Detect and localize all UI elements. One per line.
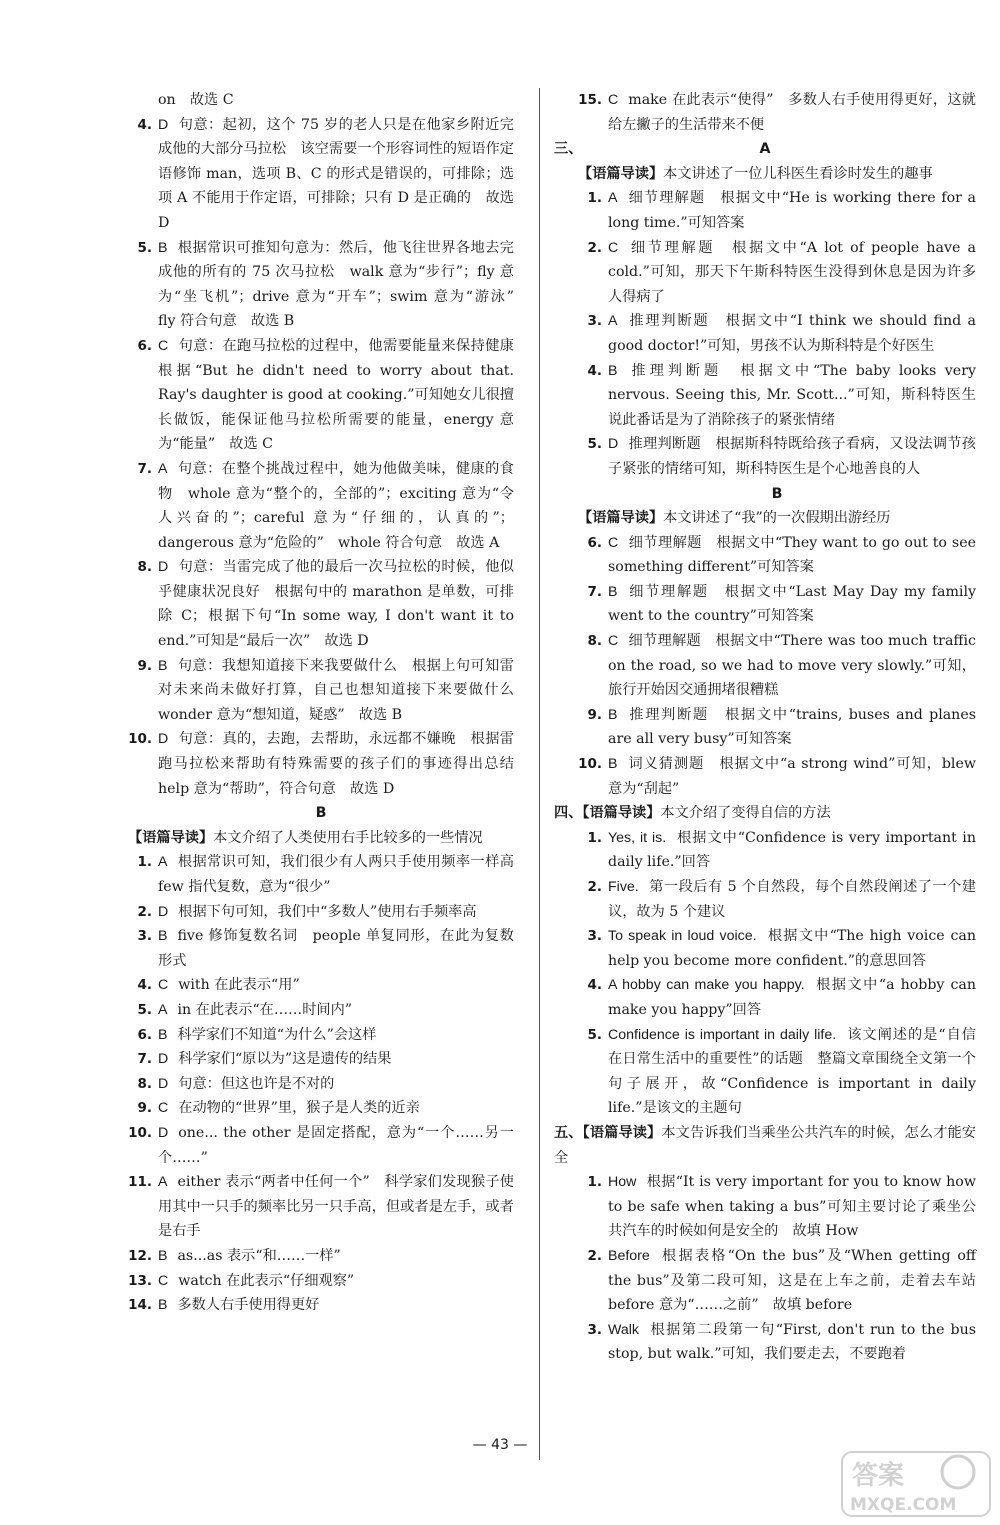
question-number: 10.	[578, 756, 602, 773]
question-number: 12.	[128, 1247, 152, 1264]
section-label-a: A	[759, 141, 771, 158]
question-number: 10.	[128, 731, 152, 748]
explanation-text: 句意：我想知道接下来我要做什么 根据上句可知雷对未来尚未做好打算，自己也想知道接下来要做什么 wonder 意为“想知道，疑惑” 故选 B	[158, 657, 529, 723]
answer-key: C	[158, 1100, 169, 1117]
answer-item	[578, 875, 976, 924]
explanation-text: in 在此表示“在……时间内”	[177, 1001, 353, 1018]
section-label-b: B	[771, 485, 783, 502]
answer-item	[128, 973, 514, 998]
column-divider	[539, 88, 540, 1460]
question-number: 11.	[128, 1174, 152, 1191]
answer-key: D	[158, 1124, 169, 1141]
right-column	[554, 88, 991, 1367]
question-number: 9.	[137, 1100, 152, 1117]
explanation-text: 根据文中“a hobby can make you happy”回答	[608, 977, 976, 1018]
question-number: 4.	[587, 362, 602, 379]
answer-key: C	[158, 337, 169, 354]
explanation-text: 词义猜测题 根据文中“a strong wind”可知，blew 意为“刮起”	[608, 756, 976, 797]
question-number: 13.	[128, 1272, 152, 1289]
explanation-text: 根据常识可推知句意为：然后，他飞往世界各地去完成他的所有的 75 次马拉松 walk 意为“步行”；fly 意为“坐飞机”；drive 意为“开车”；swim 意为“游泳” fly 符合句意 故选 B	[158, 239, 529, 330]
answer-item	[128, 457, 514, 555]
question-number: 5.	[137, 239, 152, 256]
question-number: 6.	[587, 534, 602, 551]
answer-item	[578, 432, 976, 481]
answer-key: D	[158, 731, 169, 748]
question-number: 2.	[587, 1247, 602, 1264]
answer-item	[128, 850, 529, 899]
answer-item	[578, 1318, 976, 1367]
answer-key: A	[158, 1001, 168, 1018]
question-number: 14.	[128, 1297, 152, 1314]
reading-guide-3a: 【语篇导读】本文讲述了一位儿科医生看诊时发生的趣事	[578, 165, 933, 182]
section-label-b: B	[315, 805, 327, 822]
answer-item	[578, 580, 976, 629]
answer-list-3b	[578, 531, 976, 802]
answer-list-part-b	[128, 850, 529, 1317]
answer-list-part1	[128, 113, 529, 802]
answer-item	[128, 1072, 514, 1097]
explanation-text: either 表示“两者中任何一个” 科学家们发现猴子使用其中一只手的频率比另一只手高，但或者是左手，或者是右手	[158, 1174, 514, 1240]
answer-key: B	[608, 362, 618, 379]
answer-key: A	[158, 854, 168, 871]
explanation-text: 根据文中“The high voice can help you become more confident.”的意思回答	[608, 928, 976, 969]
answer-item	[128, 1293, 514, 1318]
answer-item	[128, 1096, 514, 1121]
answer-item	[128, 236, 529, 334]
answer-item	[578, 309, 976, 358]
explanation-text: 根据常识可知，我们很少有人两只手使用频率一样高 few 指代复数，意为“很少”	[158, 854, 529, 895]
answer-key: A	[158, 460, 168, 477]
question-number: 6.	[137, 337, 152, 354]
question-number: 2.	[137, 903, 152, 920]
answer-item: 15. C make 在此表示“使得” 多数人右手使用得更好，这就给左撇子的生活带来不便	[578, 92, 976, 133]
reading-guide-3b: 【语篇导读】本文讲述了“我”的一次假期出游经历	[578, 510, 891, 527]
section-number: 三、	[554, 141, 583, 158]
svg-text:答案: 答案	[852, 1461, 905, 1491]
section-five-header: 五、【语篇导读】本文告诉我们当乘坐公共汽车的时候，怎么才能安全	[554, 1124, 976, 1166]
question-number: 1.	[137, 854, 152, 871]
explanation-text: 推理判断题 根据文中“I think we should find a good doctor!”可知，男孩不认为斯科特是个好医生	[608, 313, 976, 354]
question-number: 3.	[587, 313, 602, 330]
answer-item	[578, 826, 976, 875]
answer-key: D	[158, 903, 169, 920]
question-number: 4.	[587, 977, 602, 994]
explanation-text: 句意：在整个挑战过程中，她为他做美味，健康的食物 whole 意为“整个的，全部的”；exciting 意为“令人兴奋的”；careful 意为“仔细的，认真的”；dangerous 意为“危险的” whole 符合句意 故选 A	[158, 460, 514, 551]
answer-list-4	[578, 826, 976, 1121]
answer-key: A	[608, 313, 618, 330]
answer-item	[578, 1023, 976, 1121]
section-three-header	[554, 137, 976, 162]
answer-key: A hobby can make you happy.	[608, 977, 805, 994]
svg-text:MXQE.COM: MXQE.COM	[850, 1495, 957, 1515]
answer-key: D	[158, 1051, 169, 1068]
question-number: 1.	[587, 829, 602, 846]
answer-key: C	[608, 633, 619, 650]
answer-key: Five.	[608, 879, 639, 895]
explanation-text: 句意：起初，这个 75 岁的老人只是在他家乡附近完成他的大部分马拉松 该空需要一个形容词性的短语作定语修饰 man，选项 B、C 的形式是错误的，可排除；选项 A 不能用于作定语，可排除；只有 D 是正确的 故选 D	[158, 116, 514, 231]
explanation-text: 句意：真的，去跑，去帮助，永远都不嫌晚 根据雷跑马拉松来帮助有特殊需要的孩子们的事迹得出总结 help 意为“帮助”，符合句意 故选 D	[158, 731, 529, 797]
explanation-text: 多数人右手使用得更好	[177, 1297, 320, 1314]
answer-key: Confidence is important in daily life.	[608, 1026, 837, 1043]
question-number: 7.	[587, 583, 602, 600]
question-number: 3.	[137, 928, 152, 945]
question-number: 10.	[128, 1124, 152, 1141]
explanation-text: 该文阐述的是“自信在日常生活中的重要性”的话题 整篇文章围绕全文第一个句子展开，故“Confidence is important in daily life.”是该文的主题句	[608, 1026, 976, 1117]
answer-item	[128, 1269, 514, 1294]
answer-key: To speak in loud voice.	[608, 928, 757, 945]
question-number: 5.	[587, 1026, 602, 1043]
explanation-text: 细节理解题 根据文中“He is working there for a long time.”可知答案	[608, 190, 976, 231]
question-number: 4.	[137, 977, 152, 994]
explanation-text: 推理判断题 根据斯科特既给孩子看病，又设法调节孩子紧张的情绪可知，斯科特医生是个心地善良的人	[608, 436, 976, 477]
answer-item	[128, 1244, 514, 1269]
answer-key: B	[608, 706, 618, 723]
explanation-text: 根据表格“On the bus”及“When getting off the bus”及第二段可知，这是在上车之前，走着去车站 before 意为“……之前” 故填 before	[608, 1247, 991, 1314]
answer-item	[578, 1170, 976, 1244]
answer-key: Yes, it is.	[608, 829, 667, 846]
continued-answer-line: on 故选 C	[158, 92, 234, 108]
question-number: 7.	[137, 1051, 152, 1068]
answer-item	[128, 1170, 514, 1244]
answer-key: D	[608, 436, 619, 453]
explanation-text: with 在此表示“用”	[178, 977, 300, 994]
explanation-text: as...as 表示“和……一样”	[177, 1247, 341, 1264]
answer-item	[128, 900, 514, 925]
reading-guide-b	[128, 826, 514, 851]
answer-key: B	[608, 583, 618, 600]
question-number: 6.	[137, 1026, 152, 1043]
answer-item	[128, 998, 514, 1023]
explanation-text: 细节理解题 根据文中“Last May Day my family went to the country”可知答案	[608, 583, 976, 625]
watermark-logo	[840, 1450, 992, 1518]
reading-guide-tag: 【语篇导读】	[128, 829, 214, 846]
answer-item	[578, 629, 976, 703]
question-number: 5.	[587, 436, 602, 453]
answer-key: B	[158, 239, 168, 256]
reading-guide-text: 本文介绍了人类使用右手比较多的一些情况	[213, 829, 483, 846]
answer-key: B	[158, 657, 168, 674]
answer-item	[128, 1047, 514, 1072]
explanation-text: 根据“It is very important for you to know how to be safe when taking a bus”可知主要讨论了乘坐公共汽车的时候如何是安全的 故填 How	[608, 1174, 976, 1240]
answer-key: A	[158, 1174, 168, 1191]
explanation-text: 细节理解题 根据文中“They want to go out to see something different”可知答案	[608, 534, 976, 576]
answer-key: C	[158, 1272, 169, 1289]
answer-item	[128, 727, 529, 801]
answer-item	[578, 1244, 991, 1318]
answer-item	[578, 186, 976, 235]
explanation-text: 句意：在跑马拉松的过程中，他需要能量来保持健康 根据“But he didn't need to worry about that. Ray's daughter is good at cooking.”可知她女儿很擅长做饭，能保证他马拉松所需要的能量，energy 意为“能量” 故选 C	[158, 337, 529, 453]
explanation-text: 在动物的“世界”里，猴子是人类的近亲	[178, 1100, 420, 1117]
left-column	[128, 88, 529, 1318]
explanation-text: 细节理解题 根据文中“There was too much traffic on the road, so we had to move very slowly.”可知，旅行开始因交通拥堵很糟糕	[608, 633, 976, 699]
explanation-text: 根据第二段第一句“First, don't run to the bus stop, but walk.”可知，我们要走去，不要跑着	[608, 1321, 976, 1363]
question-number: 4.	[137, 116, 152, 133]
answer-item	[578, 236, 976, 310]
answer-item	[578, 531, 976, 580]
answer-key: D	[158, 1075, 169, 1092]
question-number: 5.	[137, 1001, 152, 1018]
answer-key: A	[608, 190, 618, 207]
question-number: 3.	[587, 928, 602, 945]
answer-item	[128, 924, 514, 973]
explanation-text: 根据下句可知，我们中“多数人”使用右手频率高	[178, 903, 477, 920]
explanation-text: 细节理解题 根据文中“A lot of people have a cold.”可知，那天下午斯科特医生没得到休息是因为许多人得病了	[608, 239, 976, 305]
answer-item	[128, 334, 529, 457]
answer-key: C	[158, 977, 169, 994]
answer-item	[128, 113, 514, 236]
answer-key: B	[158, 1026, 168, 1043]
explanation-text: 推理判断题 根据文中“trains, buses and planes are all very busy”可知答案	[608, 706, 976, 748]
answer-item	[128, 654, 529, 728]
answer-item	[578, 973, 976, 1022]
section-four-header: 四、【语篇导读】本文介绍了变得自信的方法	[554, 805, 831, 822]
answer-item	[578, 752, 976, 801]
explanation-text: 句意：当雷完成了他的最后一次马拉松的时候，他似乎健康状况良好 根据句中的 marathon 是单数，可排除 C；根据下句“In some way, I don't want it to end.”可知是“最后一次” 故选 D	[158, 559, 514, 650]
page-number: — 43 —	[472, 1437, 528, 1453]
answer-item	[578, 359, 976, 433]
question-number: 8.	[137, 1075, 152, 1092]
answer-key: C	[608, 239, 619, 256]
question-number: 9.	[587, 706, 602, 723]
answer-list-3a	[578, 186, 976, 481]
answer-key: How	[608, 1174, 637, 1191]
answer-item	[128, 555, 514, 653]
answer-key: D	[158, 116, 169, 133]
answer-key: Before	[608, 1247, 650, 1264]
question-number: 8.	[137, 559, 152, 576]
explanation-text: watch 在此表示“仔细观察”	[178, 1272, 355, 1289]
answer-key: B	[608, 756, 618, 773]
explanation-text: 科学家们不知道“为什么”会这样	[177, 1026, 377, 1043]
answer-key: D	[158, 559, 169, 576]
explanation-text: five 修饰复数名词 people 单复同形，在此为复数形式	[158, 928, 514, 969]
answer-key: B	[158, 928, 168, 945]
answer-item	[578, 703, 976, 752]
answer-item	[128, 1023, 514, 1048]
answer-key: B	[158, 1297, 168, 1314]
question-number: 1.	[587, 1174, 602, 1191]
answer-list-5	[578, 1170, 991, 1367]
answer-key: B	[158, 1247, 168, 1264]
answer-key: Walk	[608, 1321, 640, 1338]
answer-key: C	[608, 534, 619, 551]
explanation-text: 科学家们“原以为”这是遗传的结果	[178, 1051, 392, 1068]
question-number: 8.	[587, 633, 602, 650]
explanation-text: 句意：但这也许是不对的	[178, 1075, 335, 1092]
question-number: 7.	[137, 460, 152, 477]
explanation-text: 推理判断题 根据文中“The baby looks very nervous. Seeing this, Mr. Scott...”可知，斯科特医生说此番话是为了消除孩子的紧张情绪	[608, 362, 976, 428]
answer-item	[128, 1121, 514, 1170]
explanation-text: 根据文中“Confidence is very important in daily life.”回答	[608, 829, 976, 871]
question-number: 9.	[137, 657, 152, 674]
question-number: 2.	[587, 879, 602, 895]
explanation-text: 第一段后有 5 个自然段，每个自然段阐述了一个建议，故为 5 个建议	[608, 879, 976, 920]
question-number: 1.	[587, 190, 602, 207]
answer-item	[578, 924, 976, 973]
explanation-text: one... the other 是固定搭配，意为“一个……另一个……”	[158, 1124, 514, 1166]
question-number: 2.	[587, 239, 602, 256]
question-number: 3.	[587, 1321, 602, 1338]
